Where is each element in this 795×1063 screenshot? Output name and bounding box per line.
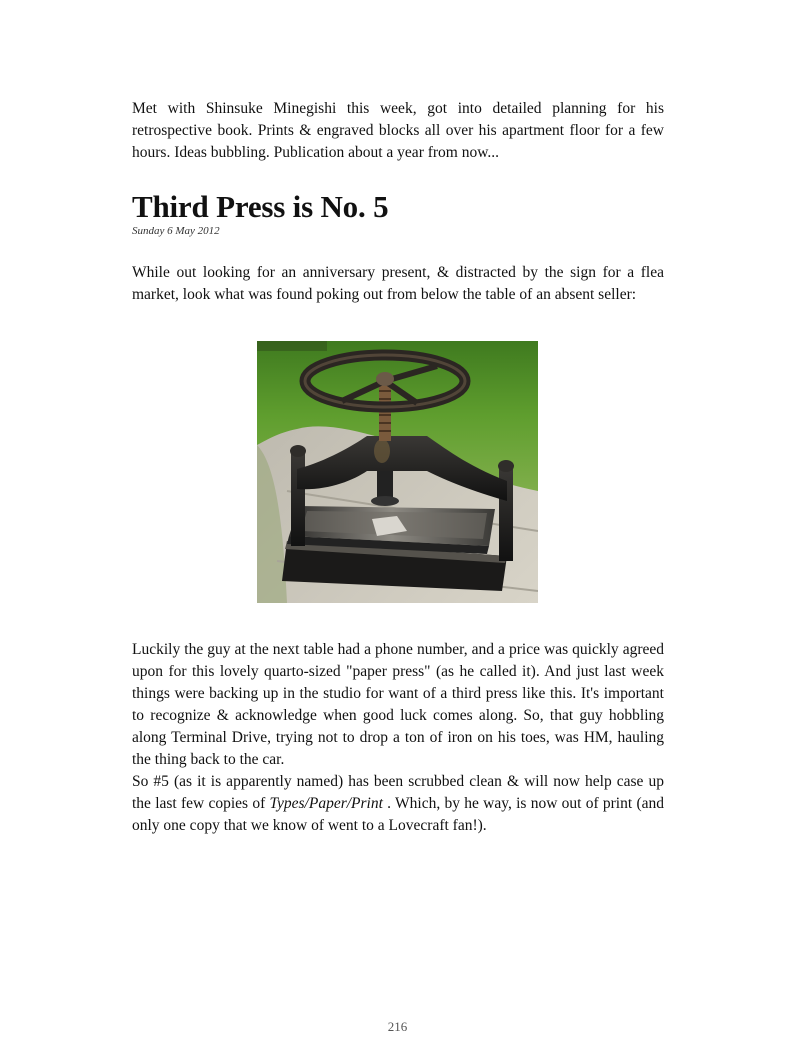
post-body [132, 639, 664, 837]
page-number: 216 [387, 1019, 408, 1034]
post-date: Sunday 6 May 2012 [132, 225, 220, 237]
post-paragraph-1: While out looking for an anniversary present, & distracted by the sign for a flea market, look what was found poking out from below the table of an absent seller: [132, 264, 664, 303]
paper-press-photo [257, 341, 538, 603]
intro-paragraph: Met with Shinsuke Minegishi this week, got into detailed planning for his retrospective book. Prints & engraved blocks all over his apartment floor for a few hours. Ideas bubbling. Publication about a year from now... [132, 100, 664, 161]
para3-text-after: . Which, by he way, is now out of print (and only one copy that we know of went to a Lovecraft fan!). [132, 795, 664, 834]
post-title: Third Press is No. 5 [132, 189, 389, 224]
book-title: Types/Paper/Print [269, 795, 383, 812]
para3-text-before: So #5 (as it is apparently named) has been scrubbed clean & will now help case up the last few copies of [132, 773, 664, 812]
post-paragraph-2: Luckily the guy at the next table had a phone number, and a price was quickly agreed upon for this lovely quarto-sized "paper press" (as he called it). And just last week things were backing up in the studio for want of a third press like this. It's important to recognize & acknowledge when good luck comes along. So, that guy hobbling along Terminal Drive, trying not to drop a ton of iron on his toes, was HM, hauling the thing back to the car. [132, 641, 664, 768]
post-paragraph-3 [132, 771, 664, 837]
